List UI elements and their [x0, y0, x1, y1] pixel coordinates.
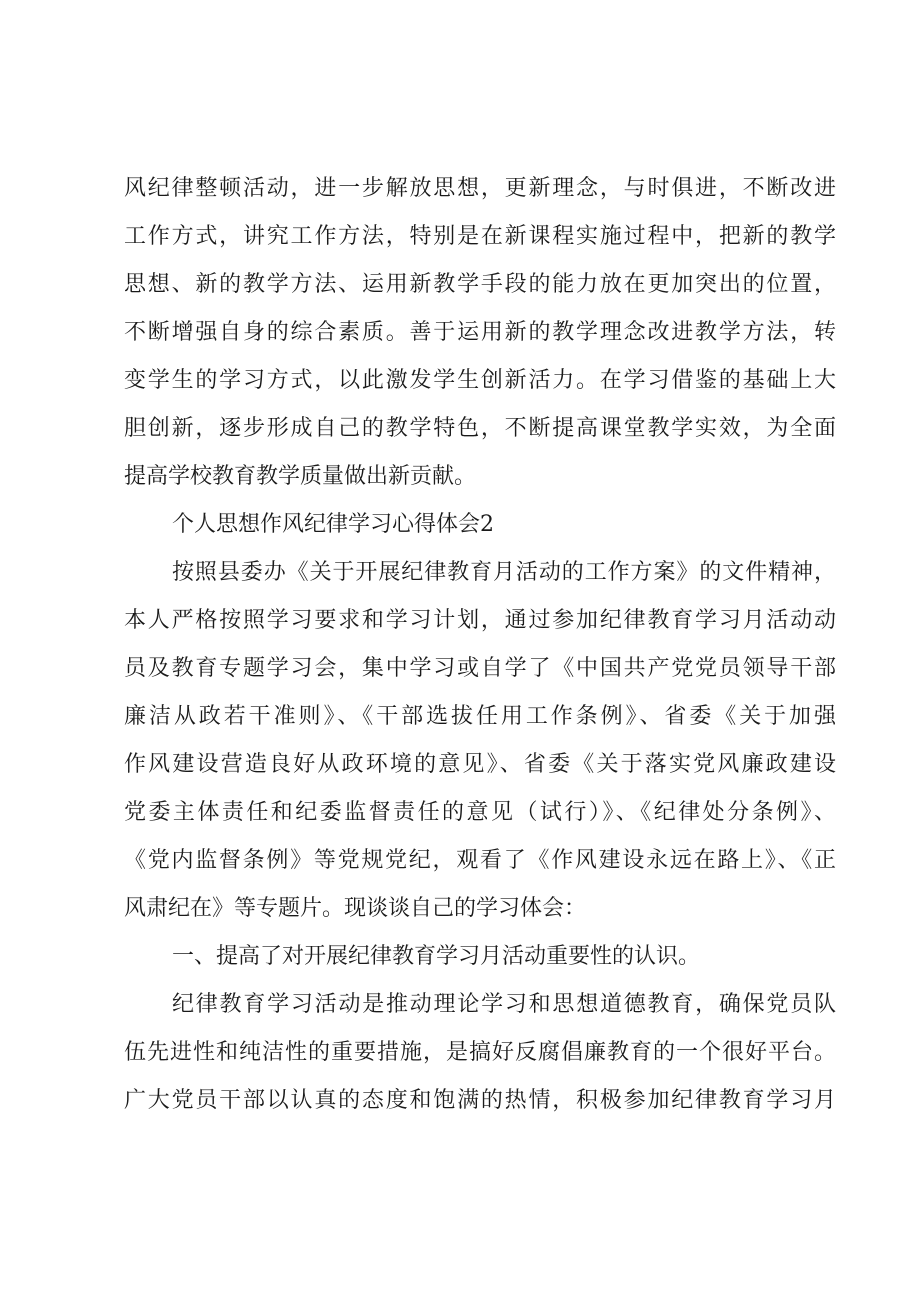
text-line: 作风建设营造良好从政环境的意见》、省委《关于落实党风廉政建设: [124, 752, 836, 777]
text-line: 胆创新，逐步形成自己的教学特色，不断提高课堂教学实效，为全面: [124, 416, 836, 441]
paragraph-3: [124, 933, 836, 981]
paragraph-4: [124, 981, 836, 1125]
paragraph-1: [124, 165, 836, 501]
section-heading: [124, 501, 836, 549]
text-line: 风肃纪在》等专题片。现谈谈自己的学习体会：: [124, 896, 587, 921]
text-line: 思想、新的教学方法、运用新教学手段的能力放在更加突出的位置，: [124, 272, 836, 297]
paragraph-2: [124, 549, 836, 933]
text-line: 工作方式，讲究工作方法，特别是在新课程实施过程中，把新的教学: [124, 224, 836, 249]
text-line: 本人严格按照学习要求和学习计划，通过参加纪律教育学习月活动动: [124, 608, 836, 633]
text-line: 广大党员干部以认真的态度和饱满的热情，积极参加纪律教育学习月: [124, 1088, 836, 1113]
text-line: 廉洁从政若干准则》、《干部选拔任用工作条例》、省委《关于加强: [124, 704, 836, 729]
text-line: 纪律教育学习活动是推动理论学习和思想道德教育，确保党员队: [172, 992, 836, 1017]
text-line: 提高学校教育教学质量做出新贡献。: [124, 464, 477, 489]
text-line: 党委主体责任和纪委监督责任的意见（试行）》、《纪律处分条例》、: [124, 800, 836, 825]
text-line: 伍先进性和纯洁性的重要措施，是搞好反腐倡廉教育的一个很好平台。: [124, 1040, 836, 1065]
text-line: 员及教育专题学习会，集中学习或自学了《中国共产党党员领导干部: [124, 656, 836, 681]
text-line: 一、提高了对开展纪律教育学习月活动重要性的认识。: [172, 944, 701, 969]
text-line: 按照县委办《关于开展纪律教育月活动的工作方案》的文件精神，: [172, 560, 836, 585]
text-line: 风纪律整顿活动，进一步解放思想，更新理念，与时俱进，不断改进: [124, 176, 836, 201]
text-line: 变学生的学习方式，以此激发学生创新活力。在学习借鉴的基础上大: [124, 368, 836, 393]
text-line: 《党内监督条例》等党规党纪，观看了《作风建设永远在路上》、《正: [124, 848, 836, 873]
text-line: 不断增强自身的综合素质。善于运用新的教学理念改进教学方法，转: [124, 320, 836, 345]
document-body: [124, 165, 836, 1125]
heading-text: 个人思想作风纪律学习心得体会2: [172, 512, 494, 537]
